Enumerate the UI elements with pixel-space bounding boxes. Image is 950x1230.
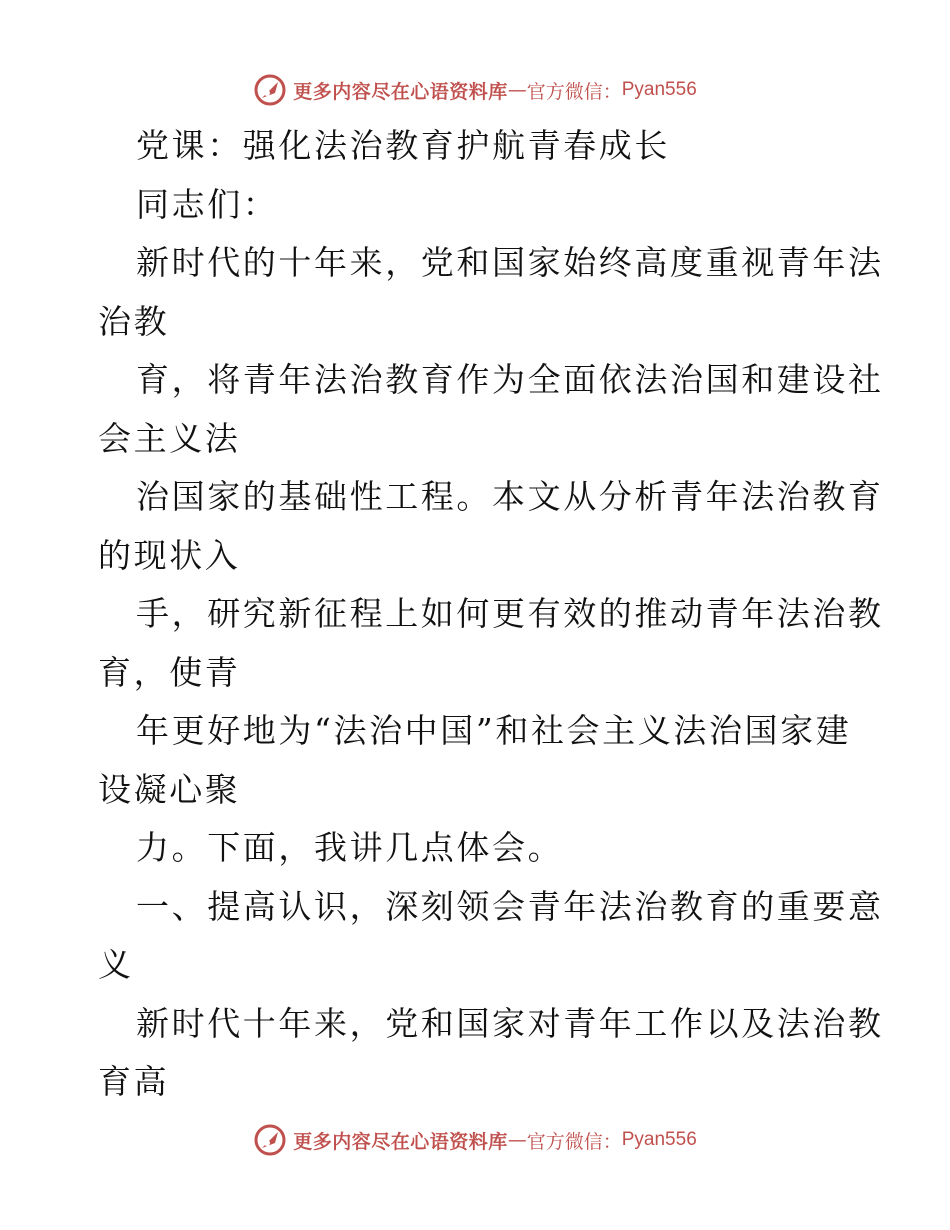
watermark-official-label: 官方微信： [526,80,622,103]
text-line: 会主义法 [98,418,241,458]
watermark-site-text: 更多内容尽在心语资料库 [293,1130,508,1153]
text-line: 育，将青年法治教育作为全面依法治国和建设社 [136,360,884,399]
quill-logo-icon [253,1123,287,1157]
text-line: 力。下面，我讲几点体会。 [136,828,564,867]
text-line: 的现状入 [98,535,241,575]
text-line: 新时代的十年来，党和国家始终高度重视青年法 [136,243,884,282]
section-heading: 一、提高认识，深刻领会青年法治教育的重要意 [136,886,884,926]
header-watermark [0,70,950,110]
document-body [98,117,884,1112]
text-line: 设凝心聚 [98,769,241,809]
text-line: 治教 [98,301,170,341]
section-heading-continued: 义 [98,945,134,984]
salutation: 同志们： [136,184,279,224]
document-title: 党课：强化法治教育护航青春成长 [136,126,670,165]
watermark-dash: — [507,1129,527,1151]
text-line: 治国家的基础性工程。本文从分析青年法治教育 [136,477,884,516]
text-line: 手，研究新征程上如何更有效的推动青年法治教 [136,594,884,633]
footer-watermark [0,1120,950,1160]
quill-logo-icon [253,73,287,107]
watermark-wechat-id: Pyan556 [621,1129,697,1150]
watermark-site-text: 更多内容尽在心语资料库 [293,80,508,103]
text-line: 新时代十年来，党和国家对青年工作以及法治教 [136,1003,884,1043]
text-line: 年更好地为“法治中国”和社会主义法治国家建 [136,711,852,750]
text-line: 育高 [98,1062,170,1101]
watermark-dash: — [507,79,527,101]
watermark-official-label: 官方微信： [526,1130,622,1153]
watermark-wechat-id: Pyan556 [621,79,697,100]
text-line: 育，使青 [98,652,241,692]
